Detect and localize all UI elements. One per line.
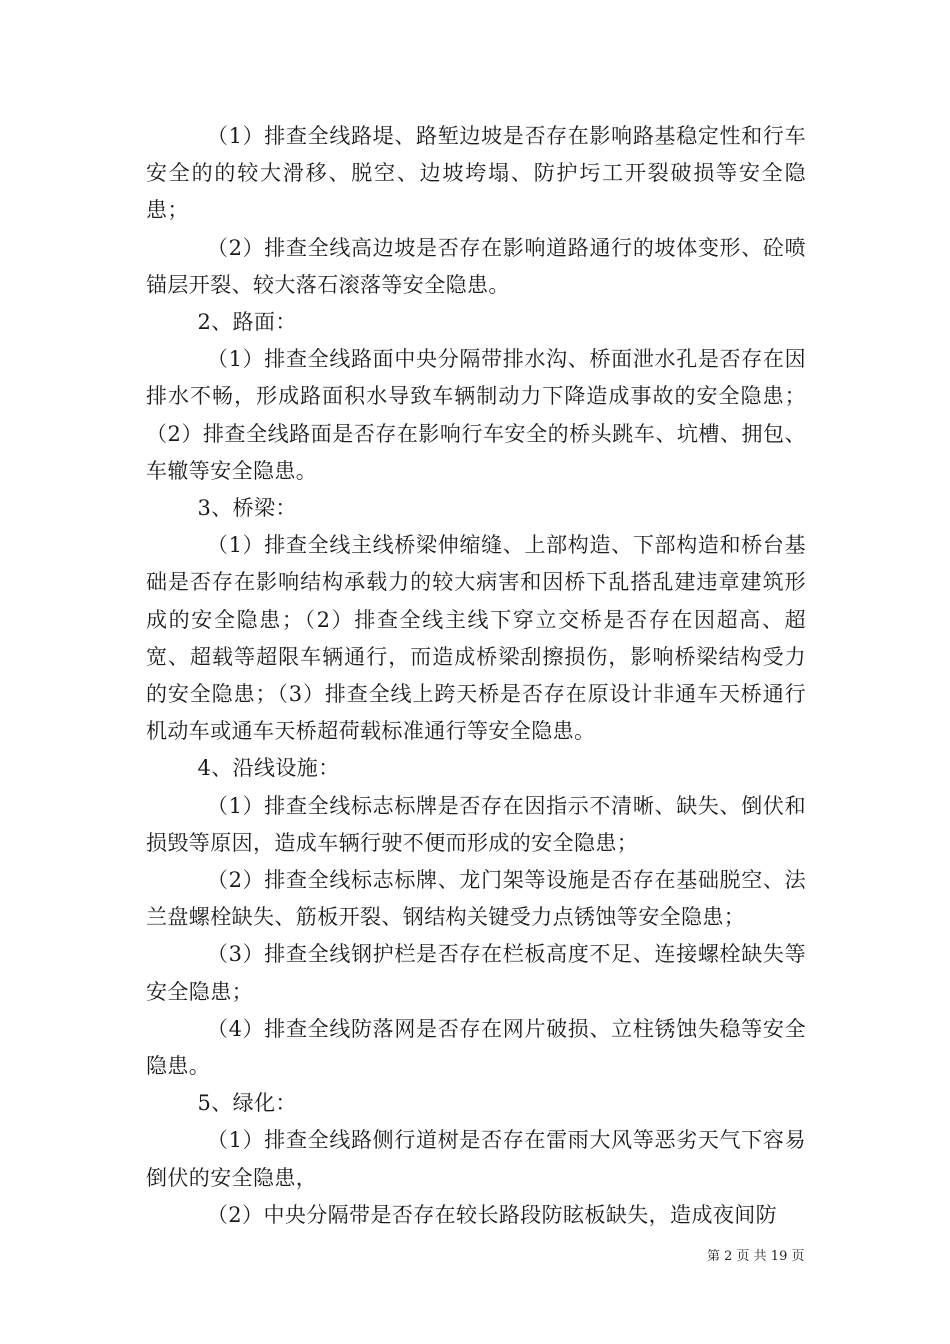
- paragraph-pavement: （1）排查全线路面中央分隔带排水沟、桥面泄水孔是否存在因排水不畅，形成路面积水导致车辆制动力下降造成事故的安全隐患；（2）排查全线路面是否存在影响行车安全的桥头跳车、坑槽、拥包、车辙等安全隐患。: [146, 347, 806, 483]
- paragraph-facilities-1: （1）排查全线标志标牌是否存在因指示不清晰、缺失、倒伏和损毁等原因，造成车辆行驶不便而形成的安全隐患；: [146, 793, 806, 855]
- section-heading-greening: 5、绿化：: [197, 1091, 297, 1116]
- paragraph-greening-2: （2）中央分隔带是否存在较长路段防眩板缺失，造成夜间防: [206, 1202, 778, 1227]
- paragraph-facilities-4: （4）排查全线防落网是否存在网片破损、立柱锈蚀失稳等安全隐患。: [146, 1016, 806, 1079]
- paragraph-bridge: （1）排查全线主线桥梁伸缩缝、上部构造、下部构造和桥台基础是否存在影响结构承载力的较大病害和因桥下乱搭乱建违章建筑形成的安全隐患；（2）排查全线主线下穿立交桥是否存在因超高、超宽、超载等超限车辆通行，而造成桥梁刮擦损伤，影响桥梁结构受力的安全隐患；（3）排查全线上跨天桥是否存在原设计非通车天桥通行机动车或通车天桥超荷载标准通行等安全隐患。: [146, 533, 806, 744]
- page-number-footer: 第 2 页 共 19 页: [707, 1249, 805, 1264]
- section-heading-facilities: 4、沿线设施：: [197, 756, 340, 781]
- paragraph-facilities-2: （2）排查全线标志标牌、龙门架等设施是否存在基础脱空、法兰盘螺栓缺失、筋板开裂、钢结构关键受力点锈蚀等安全隐患；: [146, 868, 806, 930]
- document-body: [146, 118, 806, 1234]
- paragraph-subgrade-2: （2）排查全线高边坡是否存在影响道路通行的坡体变形、砼喷锚层开裂、较大落石滚落等安全隐患。: [146, 235, 806, 297]
- paragraph-facilities-3: （3）排查全线钢护栏是否存在栏板高度不足、连接螺栓缺失等安全隐患；: [146, 942, 806, 1004]
- section-heading-pavement: 2、路面：: [197, 310, 297, 335]
- section-heading-bridge: 3、桥梁：: [197, 496, 297, 521]
- paragraph-subgrade-1: （1）排查全线路堤、路堑边坡是否存在影响路基稳定性和行车安全的的较大滑移、脱空、边坡垮塌、防护圬工开裂破损等安全隐患；: [146, 124, 806, 223]
- paragraph-greening-1: （1）排查全线路侧行道树是否存在雷雨大风等恶劣天气下容易倒伏的安全隐患，: [146, 1128, 806, 1190]
